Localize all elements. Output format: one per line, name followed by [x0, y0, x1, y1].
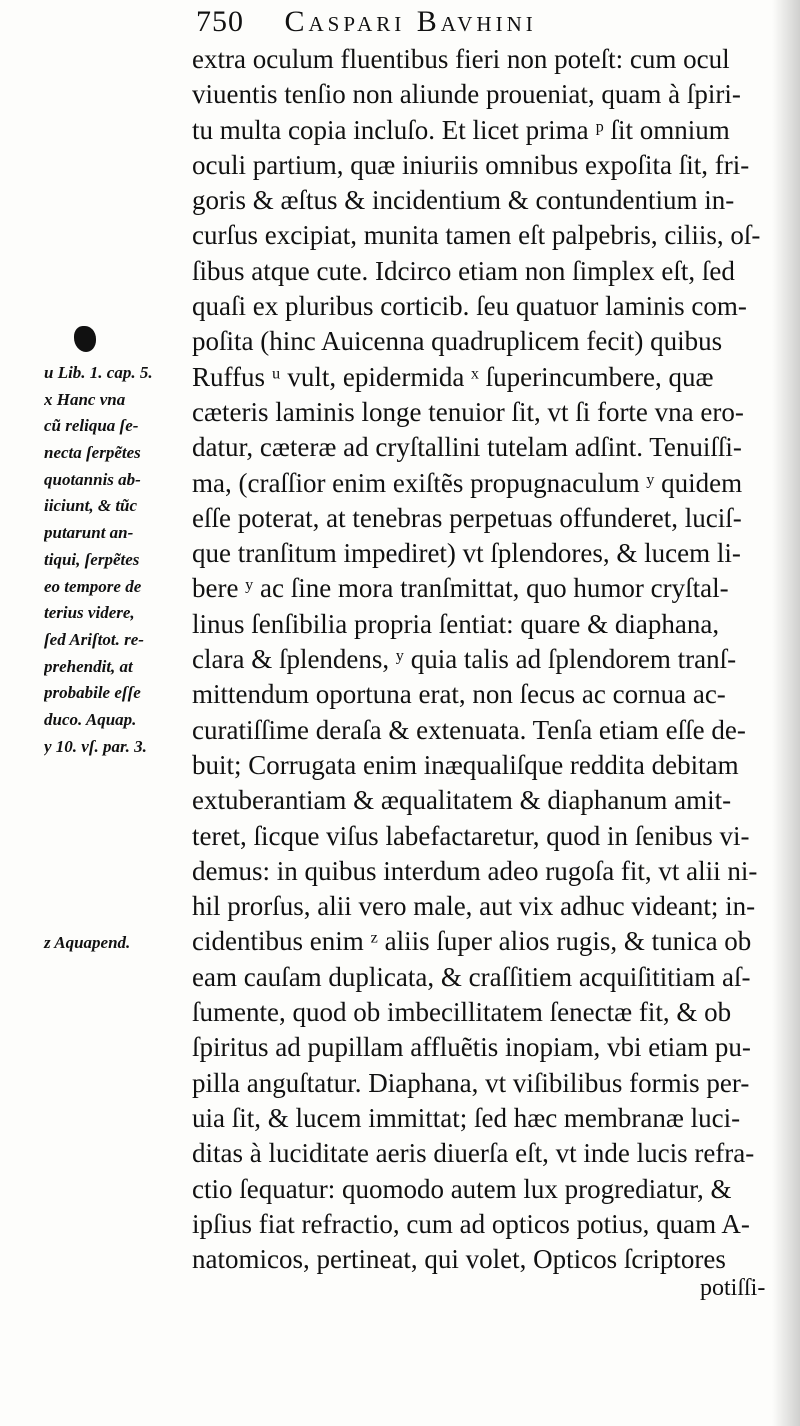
page-number: 750 — [196, 5, 244, 38]
text-line: pilla anguſtatur. Diaphana, vt viſibilibus formis per- — [192, 1067, 750, 1098]
page-edge-shadow — [772, 0, 800, 1426]
text-line: viuentis tenſio non aliunde proueniat, quam à ſpiri- — [192, 79, 741, 110]
text-line: extra oculum fluentibus fieri non poteſt: cum ocul — [192, 44, 730, 74]
text-line: ſpiritus ad pupillam affluẽtis inopiam, vbi etiam pu- — [192, 1032, 751, 1063]
text-line: hil prorſus, alii vero male, aut vix adhuc videant; in- — [192, 891, 756, 922]
margin-note-line: ſed Ariſtot. re- — [44, 629, 144, 649]
text-line: buit; Corrugata enim inæqualiſque reddita debitam — [192, 749, 739, 780]
text-line: clara & ſplendens, ʸ quia talis ad ſplendorem tranſ- — [192, 644, 737, 675]
text-line: extuberantiam & æqualitatem & diaphanum amit- — [192, 785, 732, 816]
text-line: cæteris laminis longe tenuior ſit, vt ſi forte vna ero- — [192, 396, 744, 427]
running-title: Caspari Bavhini — [284, 5, 537, 38]
margin-notes — [44, 360, 194, 760]
text-line: curatiſſime deraſa & extenuata. Tenſa etiam eſſe de- — [192, 714, 746, 745]
margin-note-line: quotannis ab- — [44, 469, 141, 489]
text-line: demus: in quibus interdum adeo rugoſa fit, vt alii ni- — [192, 855, 758, 886]
text-line: uia ſit, & lucem immittat; ſed hæc membranæ luci- — [192, 1102, 741, 1133]
text-line: tu multa copia incluſo. Et licet prima ᵖ ſit omnium — [192, 114, 730, 145]
text-line: linus ſenſibilia propria ſentiat: quare & diaphana, — [192, 608, 720, 639]
text-line: curſus excipiat, munita tamen eſt palpebris, ciliis, oſ- — [192, 220, 761, 251]
main-text — [192, 42, 762, 1277]
text-line: ditas à luciditate aeris diuerſa eſt, vt inde lucis refra- — [192, 1138, 755, 1169]
margin-note-line: putarunt an- — [44, 523, 134, 543]
text-line: mittendum oportuna erat, non ſecus ac cornua ac- — [192, 679, 726, 710]
margin-note-line: duco. Aquap. — [44, 709, 137, 729]
text-line: goris & æſtus & incidentium & contundentium in- — [192, 185, 735, 216]
margin-note-line: necta ſerpẽtes — [44, 443, 141, 463]
text-line: natomicos, pertineat, qui volet, Opticos ſcriptores — [192, 1244, 726, 1275]
margin-note-line: u Lib. 1. cap. 5. — [44, 363, 153, 382]
text-line: ipſius fiat refractio, cum ad opticos potius, quam A- — [192, 1208, 750, 1239]
text-line: eam cauſam duplicata, & craſſitiem acquiſititiam aſ- — [192, 961, 751, 992]
margin-note-line: eo tempore de — [44, 576, 142, 596]
text-line: que tranſitum impediret) vt ſplendores, & lucem li- — [192, 538, 741, 569]
margin-note-line: iiciunt, & tũc — [44, 496, 138, 516]
margin-note-line: prehendit, at — [44, 656, 133, 676]
margin-note-z: z Aquapend. — [44, 933, 131, 952]
catchword: potiſſi- — [700, 1275, 766, 1301]
text-line: cidentibus enim ᶻ aliis ſuper alios rugis, & tunica ob — [192, 926, 752, 957]
margin-note-line: probabile eſſe — [44, 683, 141, 703]
text-line: ſumente, quod ob imbecillitatem ſenectæ fit, & ob — [192, 997, 732, 1028]
text-line: ma, (craſſior enim exiſtẽs propugnaculum ʸ quidem — [192, 467, 743, 498]
margin-note-line: cũ reliqua ſe- — [44, 416, 139, 436]
text-line: ſibus atque cute. Idcirco etiam non ſimplex eſt, ſed — [192, 255, 735, 286]
text-line: Ruffus ᵘ vult, epidermida ˣ ſuperincumbere, quæ — [192, 361, 714, 392]
text-line: oculi partium, quæ iniuriis omnibus expoſita ſit, fri- — [192, 149, 750, 180]
text-line: ctio ſequatur: quomodo autem lux progrediatur, & — [192, 1173, 732, 1204]
text-line: bere ʸ ac ſine mora tranſmittat, quo humor cryſtal- — [192, 573, 729, 604]
page-header — [196, 0, 796, 44]
text-line: teret, ſicque viſus labefactaretur, quod in ſenibus vi- — [192, 820, 750, 851]
text-line: datur, cæteræ ad cryſtallini tutelam adſint. Tenuiſſi- — [192, 432, 742, 463]
text-line: quaſi ex pluribus corticib. ſeu quatuor laminis com- — [192, 291, 747, 322]
ink-blot — [74, 326, 96, 352]
text-line: eſſe poterat, at tenebras perpetuas offunderet, luciſ- — [192, 502, 742, 533]
margin-note-line: x Hanc vna — [44, 389, 126, 409]
text-line: poſita (hinc Auicenna quadruplicem fecit) quibus — [192, 326, 723, 357]
margin-note-line: tiqui, ſerpẽtes — [44, 549, 140, 569]
margin-note-line: terius videre, — [44, 603, 135, 623]
margin-note-line: y 10. vſ. par. 3. — [44, 736, 147, 756]
